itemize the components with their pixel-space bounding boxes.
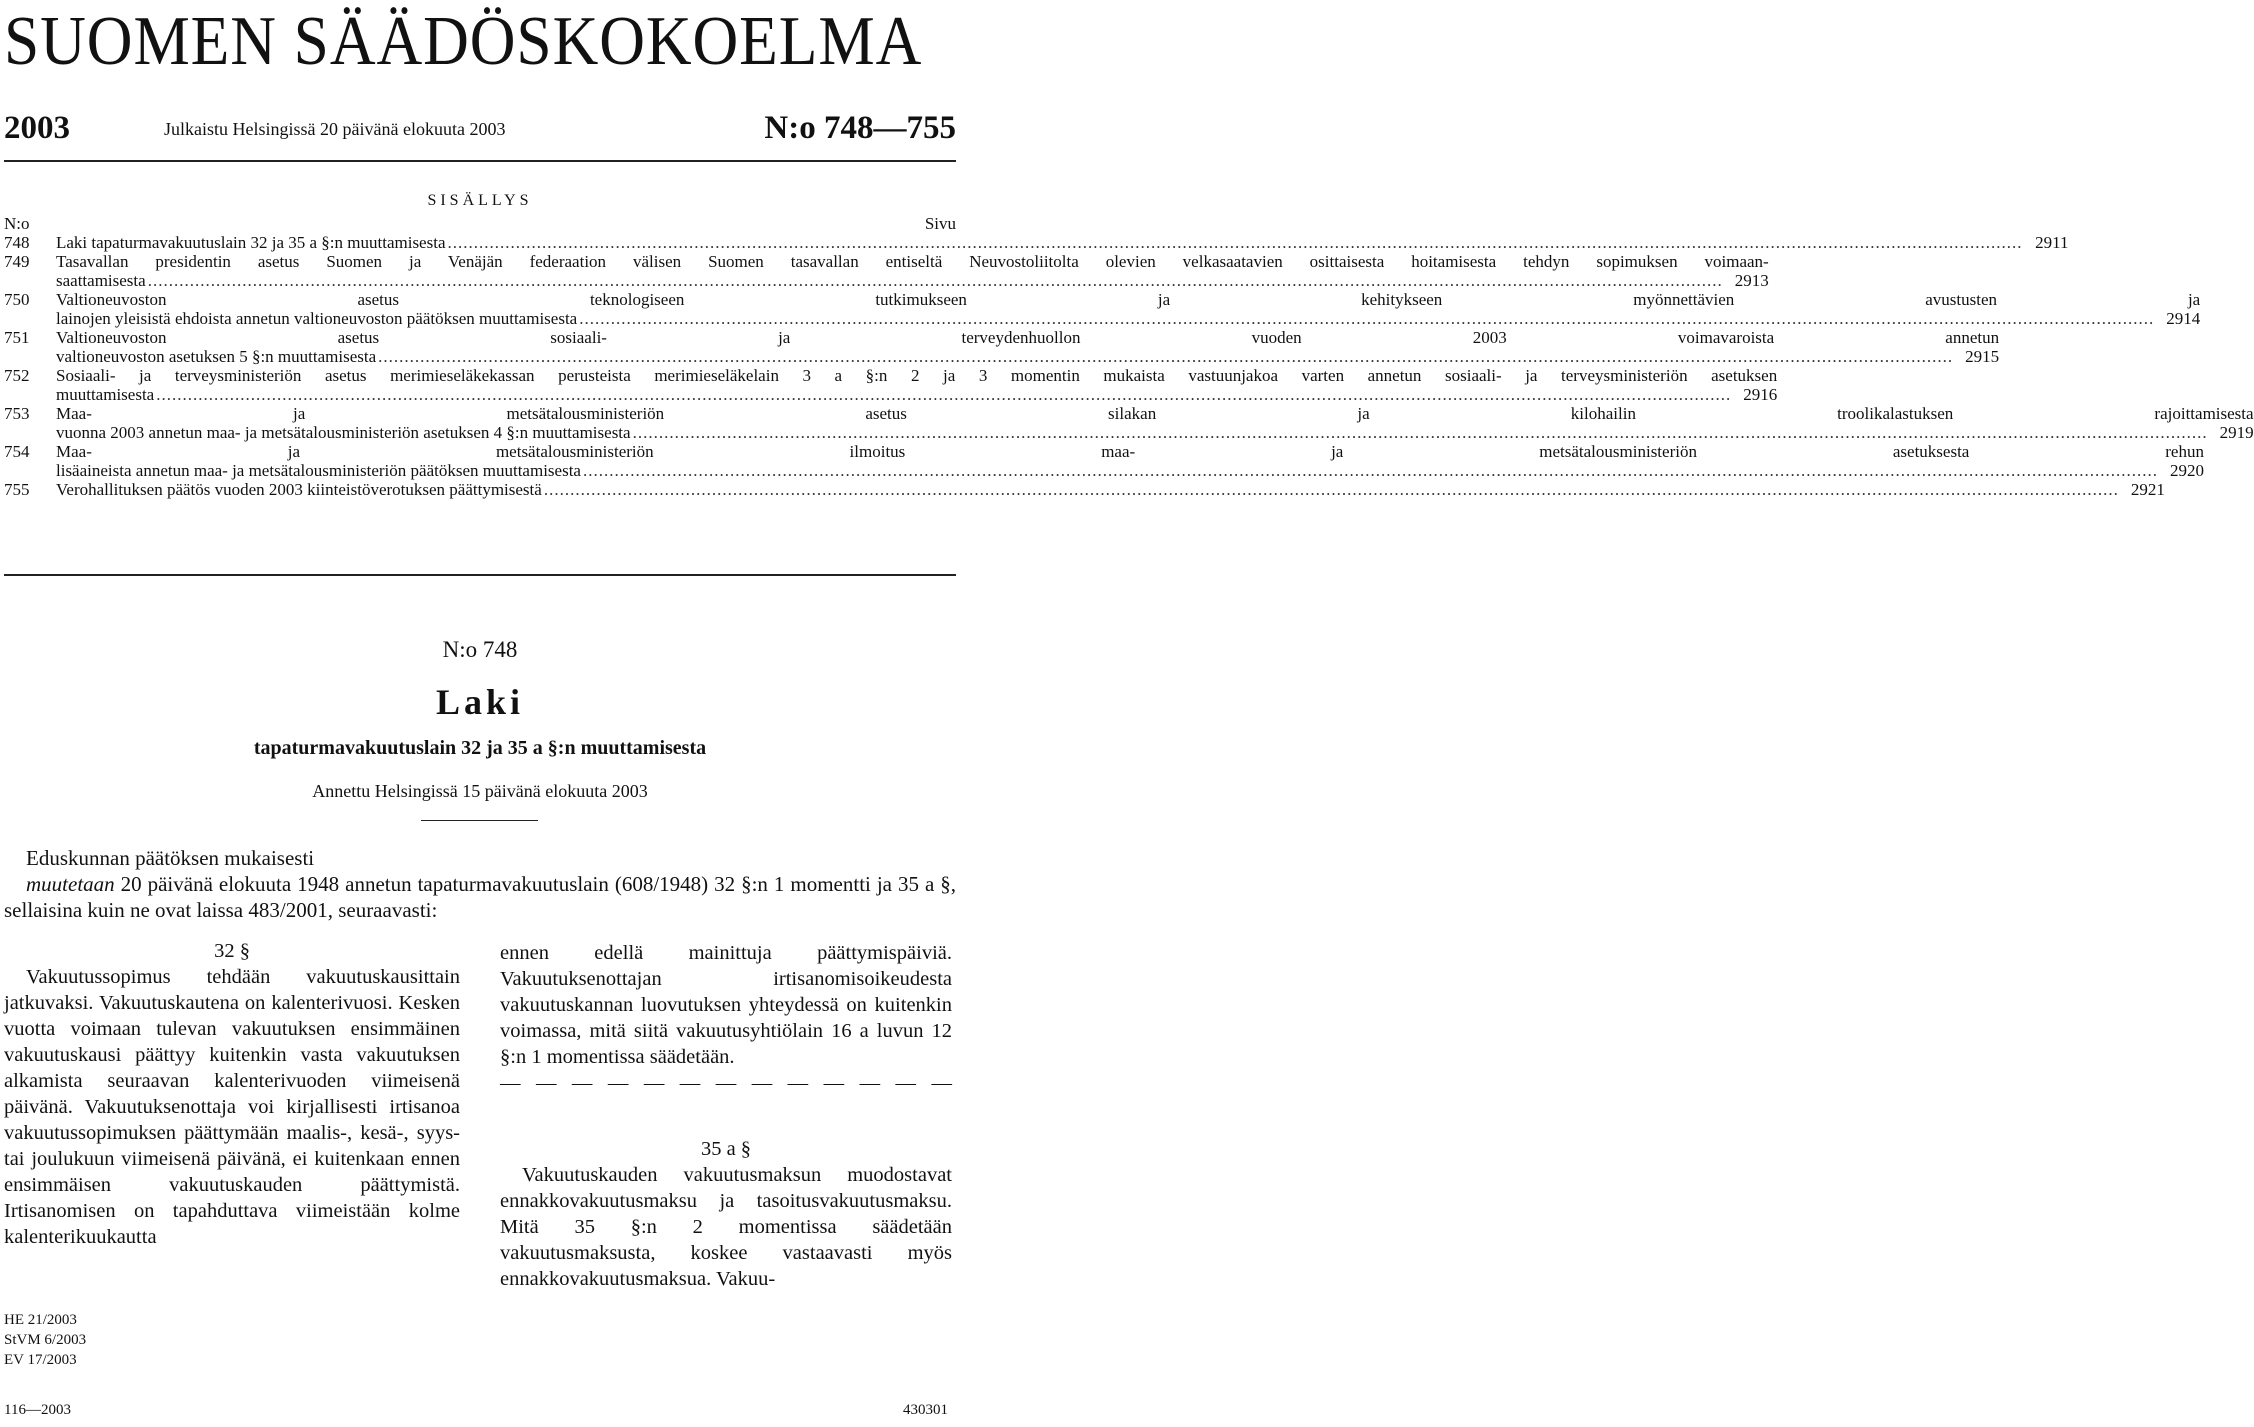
toc-page-number: 2911: [2035, 233, 2069, 252]
toc-entry-body: [56, 328, 1999, 366]
section-32-heading: 32 §: [214, 940, 250, 962]
toc-page-number: 2919: [2219, 423, 2254, 442]
toc-entry-last-line: [56, 233, 2069, 252]
reference-item: StVM 6/2003: [4, 1332, 87, 1348]
toc-entry-text: Sosiaali- ja terveysministeriön asetus merimieseläkekassan perusteista merimieseläkelain 3 a §:n 2 ja 3 momentin mukaista vastuunjakoa varten annetun sosiaali- ja terveysministeriön asetuksen: [56, 366, 1778, 385]
act-number: N:o 748: [442, 637, 518, 662]
toc-page-number: 2915: [1965, 347, 2000, 366]
right-column: [500, 940, 952, 1292]
toc-entry-title: lainojen yleisistä ehdoista annetun valtioneuvoston päätöksen muuttamisesta: [56, 309, 578, 328]
reference-item: EV 17/2003: [4, 1352, 77, 1368]
toc-page-number: 2913: [1734, 271, 1769, 290]
toc-entry-title: vuonna 2003 annetun maa- ja metsätalousministeriön asetuksen 4 §:n muuttamisesta: [56, 423, 631, 442]
toc-entry-body: [56, 366, 1777, 404]
toc-entry-last-line: [56, 271, 1769, 290]
issue-year: 2003: [4, 110, 70, 146]
footer-right: 430301: [903, 1402, 948, 1418]
masthead-title: SUOMEN SÄÄDÖSKOKOELMA: [4, 3, 923, 80]
toc-entry-number: 751: [4, 328, 30, 347]
toc-entry: [4, 290, 2201, 328]
toc-entry: [4, 480, 2165, 499]
toc-entry: [4, 366, 1778, 404]
toc-leader-dots: ............................................................................................................................................................................................................................................................................................................: [156, 385, 1732, 404]
footer-left: 116—2003: [4, 1402, 71, 1418]
toc-entry-text: Maa- ja metsätalousministeriön asetus silakan ja kilohailin troolikalastuksen rajoittamisesta: [56, 404, 2254, 423]
toc-entry-title: Laki tapaturmavakuutuslain 32 ja 35 a §:n muuttamisesta: [56, 233, 446, 252]
left-column: [4, 938, 460, 1250]
title-rule: [421, 820, 538, 821]
act-title: tapaturmavakuutuslain 32 ja 35 a §:n muuttamisesta: [253, 737, 707, 759]
section-32-continued: ennen edellä mainittuja päättymispäiviä. Vakuutuksenottajan irtisanomisoikeudesta vakuutuskannan luovutuksen yhteydessä on kuitenkin voimassa, mitä siitä vakuutusyhtiölain 16 a luvun 12 §:n 1 momentissa säädetään.: [500, 942, 952, 1068]
preamble: [4, 845, 956, 923]
toc-entry-body: [56, 252, 1769, 290]
act-given-date: Annettu Helsingissä 15 päivänä elokuuta 2003: [312, 781, 648, 801]
amendment-clause: [4, 871, 956, 923]
toc-page-number: 2914: [2166, 309, 2201, 328]
toc-entry-title: lisäaineista annetun maa- ja metsätalousministeriön päätöksen muuttamisesta: [56, 461, 581, 480]
toc-entry-last-line: [56, 423, 2254, 442]
omission-dashes: — — — — — — — — — — — — —: [500, 1072, 952, 1094]
toc-entry-last-line: [56, 480, 2165, 499]
amendment-text: 20 päivänä elokuuta 1948 annetun tapaturmavakuutuslain (608/1948) 32 §:n 1 momentti ja 35 a §, sellaisina kuin ne ovat laissa 483/2001, seuraavasti:: [4, 872, 956, 922]
publication-date: Julkaistu Helsingissä 20 päivänä elokuuta 2003: [164, 119, 506, 139]
toc-entry: [4, 328, 2000, 366]
toc-entry: [4, 252, 1769, 290]
toc-page-number: 2921: [2130, 480, 2165, 499]
toc-entry-text: Valtioneuvoston asetus sosiaali- ja terveydenhuollon vuoden 2003 voimavaroista annetun: [56, 328, 2000, 347]
toc-number-header: N:o: [4, 214, 30, 233]
toc-entry-title: saattamisesta: [56, 271, 146, 290]
toc-entry-text: Maa- ja metsätalousministeriön ilmoitus maa- ja metsätalousministeriön asetuksesta rehun: [56, 442, 2204, 461]
toc-leader-dots: ............................................................................................................................................................................................................................................................................................................: [447, 233, 2023, 252]
toc-entry-title: Verohallituksen päätös vuoden 2003 kiinteistöverotuksen päättymisestä: [56, 480, 542, 499]
toc-title: SISÄLLYS: [427, 192, 533, 209]
toc-entry-body: [56, 233, 2069, 252]
toc-entry-number: 748: [4, 233, 30, 252]
toc-leader-dots: ............................................................................................................................................................................................................................................................................................................: [579, 309, 2155, 328]
legislative-references: [4, 1310, 86, 1370]
table-of-contents: [4, 233, 2254, 499]
section-35a-heading: 35 a §: [700, 1138, 752, 1160]
act-type: Laki: [435, 682, 525, 722]
toc-entry-number: 752: [4, 366, 30, 385]
issue-line: [4, 108, 956, 148]
toc-entry-text: Valtioneuvoston asetus teknologiseen tutkimukseen ja kehitykseen myönnettävien avustusten ja: [56, 290, 2201, 309]
toc-page-number: 2916: [1743, 385, 1778, 404]
toc-entry-body: [56, 290, 2200, 328]
toc-entry-last-line: [56, 461, 2204, 480]
toc-entry-number: 755: [4, 480, 30, 499]
toc-entry-body: [56, 404, 2254, 442]
toc-entry-number: 750: [4, 290, 30, 309]
section-rule: [4, 574, 956, 576]
toc-entry-number: 749: [4, 252, 30, 271]
toc-entry-last-line: [56, 385, 1777, 404]
preamble-line: Eduskunnan päätöksen mukaisesti: [26, 846, 315, 870]
toc-leader-dots: ............................................................................................................................................................................................................................................................................................................: [543, 480, 2119, 499]
section-35a-text: Vakuutuskauden vakuutusmaksun muodostavat ennakkovakuutusmaksu ja tasoitusvakuutusmaksu. Mitä 35 §:n 2 momentissa säädetään vakuutusmaksusta, koskee vastaavasti myös ennakkovakuutusmaksua. Vakuu-: [500, 1164, 952, 1290]
toc-entry-body: [56, 480, 2165, 499]
toc-entry-last-line: [56, 347, 1999, 366]
toc-entry-text: Tasavallan presidentin asetus Suomen ja Venäjän federaation välisen Suomen tasavallan entiseltä Neuvostoliitolta olevien velkasaatavien osittaisesta hoitamisesta tehdyn sopimuksen voimaan-: [56, 252, 1769, 271]
toc-leader-dots: ............................................................................................................................................................................................................................................................................................................: [378, 347, 1954, 366]
toc-entry-body: [56, 442, 2204, 480]
toc-entry-title: muuttamisesta: [56, 385, 155, 404]
toc-entry: [4, 404, 2254, 442]
toc-entry: [4, 233, 2069, 252]
toc-entry-number: 754: [4, 442, 30, 461]
reference-item: HE 21/2003: [4, 1312, 77, 1328]
toc-entry-title: valtioneuvoston asetuksen 5 §:n muuttamisesta: [56, 347, 377, 366]
amended-word: muutetaan: [26, 872, 115, 896]
toc-leader-dots: ............................................................................................................................................................................................................................................................................................................: [632, 423, 2208, 442]
toc-leader-dots: ............................................................................................................................................................................................................................................................................................................: [147, 271, 1723, 290]
toc-page-header: Sivu: [924, 214, 956, 233]
section-32-text: Vakuutussopimus tehdään vakuutuskausittain jatkuvaksi. Vakuutuskautena on kalenterivuosi. Kesken vuotta voimaan tulevan vakuutuksen ensimmäinen vakuutuskausi päättyy kuitenkin vasta vakuutuksen alkamista seuraavan kalenterivuoden viimeisenä päivänä. Vakuutuksenottaja voi kirjallisesti irtisanoa vakuutussopimuksen päättymään maalis-, kesä-, syys- tai joulukuun viimeisenä päivänä, ei kuitenkaan ennen ensimmäisen vakuutuskauden päättymistä. Irtisanomisen on tapahduttava viimeistään kolme kalenterikuukautta: [4, 966, 460, 1248]
toc-leader-dots: ............................................................................................................................................................................................................................................................................................................: [582, 461, 2158, 480]
top-rule: [4, 160, 956, 162]
toc-entry: [4, 442, 2204, 480]
toc-entry-last-line: [56, 309, 2200, 328]
toc-page-number: 2920: [2169, 461, 2204, 480]
issue-numbers: N:o 748—755: [764, 110, 956, 146]
toc-entry-number: 753: [4, 404, 30, 423]
